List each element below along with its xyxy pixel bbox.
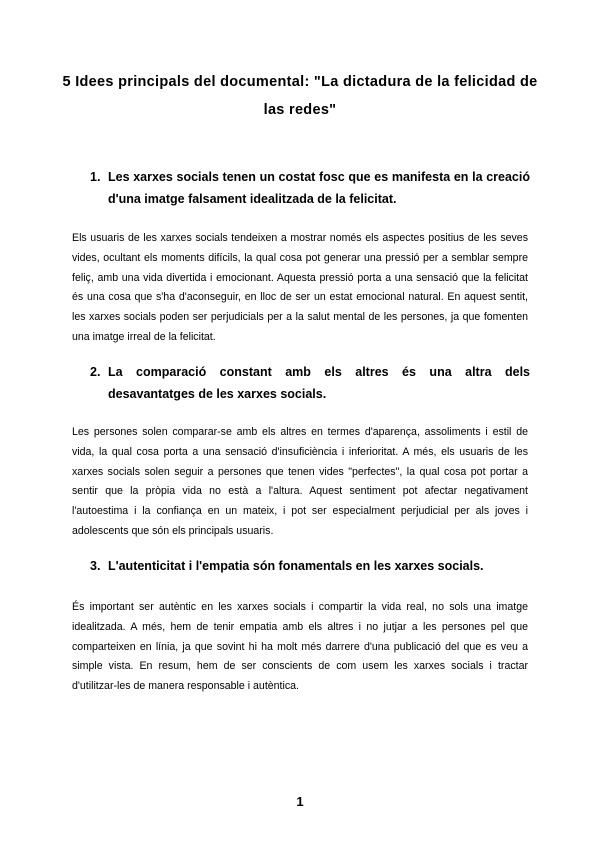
section-3-heading-text: L'autenticitat i l'empatia són fonamentals en les xarxes socials. [108,559,484,573]
section-1-heading-text: Les xarxes socials tenen un costat fosc que es manifesta en la creació d'una imatge falsament idealitzada de la felicitat. [108,170,530,206]
section-2-heading-text: La comparació constant amb els altres és una altra dels desavantatges de les xarxes socials. [108,365,530,401]
section-1-heading [90,166,530,210]
section-2-heading [90,361,530,405]
section-3-heading [90,555,530,577]
section-1-paragraph: Els usuaris de les xarxes socials tendeixen a mostrar només els aspectes positius de les seves vides, ocultant els moments difícils, la qual cosa pot generar una pressió per a semblar sempre feliç, amb una vida divertida i emocionant. Aquesta pressió porta a una sensació que la felicitat és una cosa que s'ha d'aconseguir, en lloc de ser un estat emocional natural. En aquest sentit, les xarxes socials poden ser perjudicials per a la salut mental de les persones, ja que fomenten una imatge irreal de la felicitat. [72,232,528,343]
page-number: 1 [296,794,304,809]
section-2-number: 2. [90,365,101,379]
section-3-number: 3. [90,559,101,573]
section-1-number: 1. [90,170,101,184]
document-title: 5 Idees principals del documental: "La dictadura de la felicidad de las redes" [62,74,538,118]
section-3-paragraph: És important ser autèntic en les xarxes socials i compartir la vida real, no sols una imatge idealitzada. A més, hem de tenir empatia amb els altres i no jutjar a les persones pel que comparteixen en línia, ja que sovint hi ha molt més darrere d'una publicació del que es veu a simple vista. En resum, hem de ser conscients de com usem les xarxes socials i tractar d'utilitzar-les de manera responsable i autèntica. [72,601,528,693]
section-2-paragraph: Les persones solen comparar-se amb els altres en termes d'aparença, assoliments i estil de vida, la qual cosa porta a una sensació d'insuficiència i inferioritat. A més, els usuaris de les xarxes socials solen seguir a persones que tenen vides "perfectes", la qual cosa pot portar a sentir que la pròpia vida no està a l'altura. Aquest sentiment pot afectar negativament l'autoestima i la confiança en un mateix, i pot ser especialment perjudicial per als joves i adolescents que són els principals usuaris. [72,426,528,537]
